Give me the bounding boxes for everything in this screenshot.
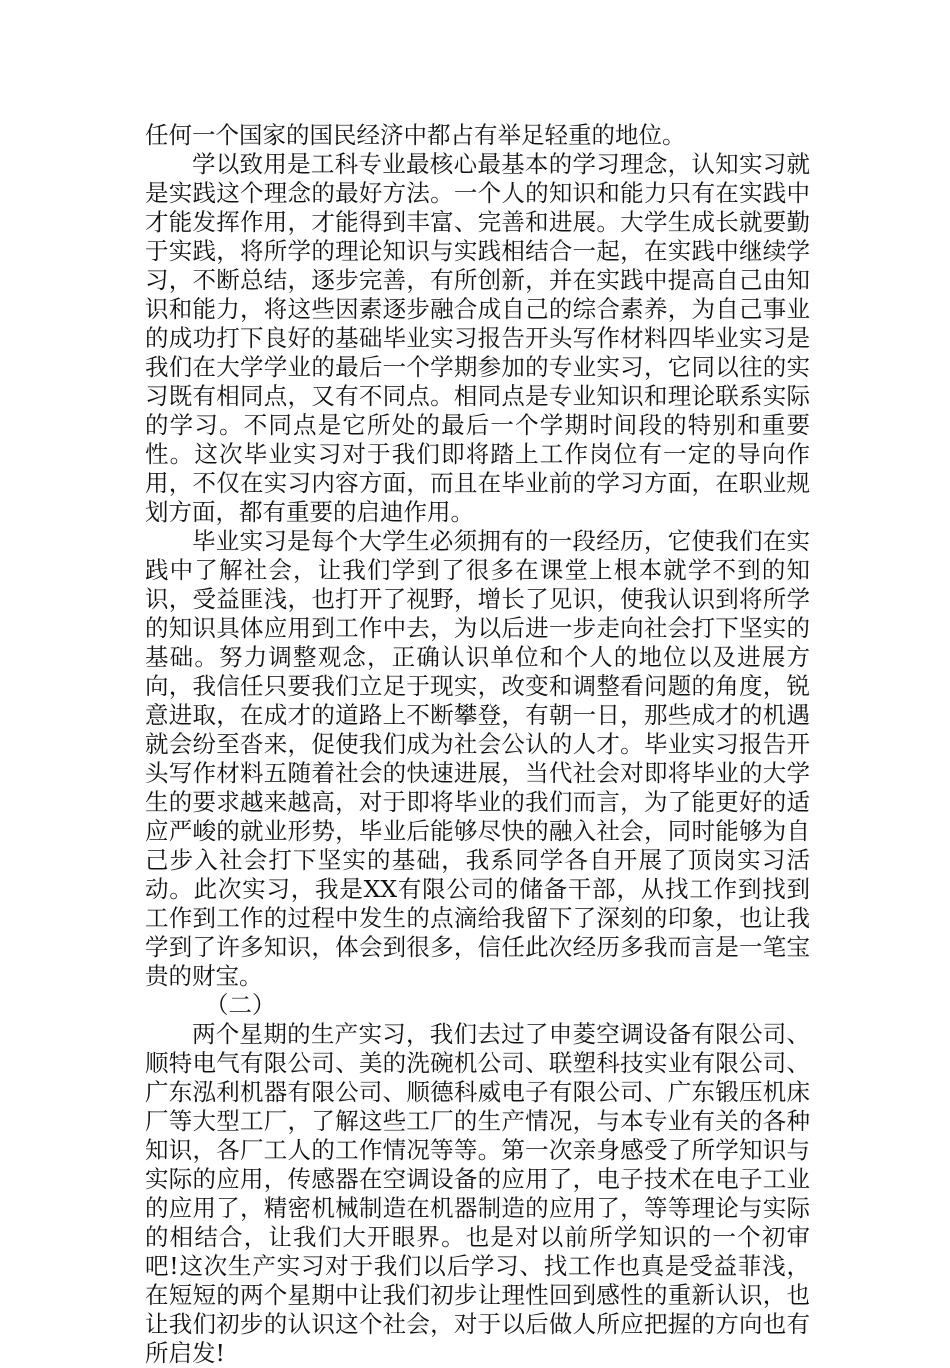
document-body — [145, 121, 810, 1368]
paragraph-continuation: 任何一个国家的国民经济中都占有举足轻重的地位。 — [145, 121, 686, 149]
paragraph-production-internship: 两个星期的生产实习，我们去过了申菱空调设备有限公司、顺特电气有限公司、美的洗碗机公司、联塑科技实业有限公司、广东泓利机器有限公司、顺德科威电子有限公司、广东锻压机床厂等大型工厂，了解这些工厂的生产情况，与本专业有关的各种知识，各厂工人的工作情况等等。第一次亲身感受了所学知识与实际的应用，传感器在空调设备的应用了，电子技术在电子工业的应用了，精密机械制造在机器制造的应用了，等等理论与实际的相结合，让我们大开眼界。也是对以前所学知识的一个初审吧!这次生产实习对于我们以后学习、找工作也真是受益菲浅，在短短的两个星期中让我们初步让理性回到感性的重新认识，也让我们初步的认识这个社会，对于以后做人所应把握的方向也有所启发! — [145, 1020, 810, 1367]
section-heading: （二） — [205, 991, 276, 1019]
paragraph-graduation-internship: 毕业实习是每个大学生必须拥有的一段经历，它使我们在实践中了解社会，让我们学到了很多在课堂上根本就学不到的知识，受益匪浅，也打开了视野，增长了见识，使我认识到将所学的知识具体应用到工作中去，为以后进一步走向社会打下坚实的基础。努力调整观念，正确认识单位和个人的地位以及进展方向，我信任只要我们立足于现实，改变和调整看问题的角度，锐意进取，在成才的道路上不断攀登，有朝一日，那些成才的机遇就会纷至沓来，促使我们成为社会公认的人才。毕业实习报告开头写作材料五随着社会的快速进展，当代社会对即将毕业的大学生的要求越来越高，对于即将毕业的我们而言，为了能更好的适应严峻的就业形势，毕业后能够尽快的融入社会，同时能够为自己步入社会打下坚实的基础，我系同学各自开展了顶岗实习活动。此次实习，我是XX有限公司的储备干部，从找工作到找到工作到工作的过程中发生的点滴给我留下了深刻的印象，也让我学到了许多知识，体会到很多，信任此次经历多我而言是一笔宝贵的财宝。 — [145, 527, 810, 990]
paragraph-learning-concept: 学以致用是工科专业最核心最基本的学习理念，认知实习就是实践这个理念的最好方法。一个人的知识和能力只有在实践中才能发挥作用，才能得到丰富、完善和进展。大学生成长就要勤于实践，将所学的理论知识与实践相结合一起，在实践中继续学习，不断总结，逐步完善，有所创新，并在实践中提高自己由知识和能力，将这些因素逐步融合成自己的综合素养，为自己事业的成功打下良好的基础毕业实习报告开头写作材料四毕业实习是我们在大学学业的最后一个学期参加的专业实习，它同以往的实习既有相同点，又有不同点。相同点是专业知识和理论联系实际的学习。不同点是它所处的最后一个学期时间段的特别和重要性。这次毕业实习对于我们即将踏上工作岗位有一定的导向作用，不仅在实习内容方面，而且在毕业前的学习方面，在职业规划方面，都有重要的启迪作用。 — [145, 150, 810, 526]
